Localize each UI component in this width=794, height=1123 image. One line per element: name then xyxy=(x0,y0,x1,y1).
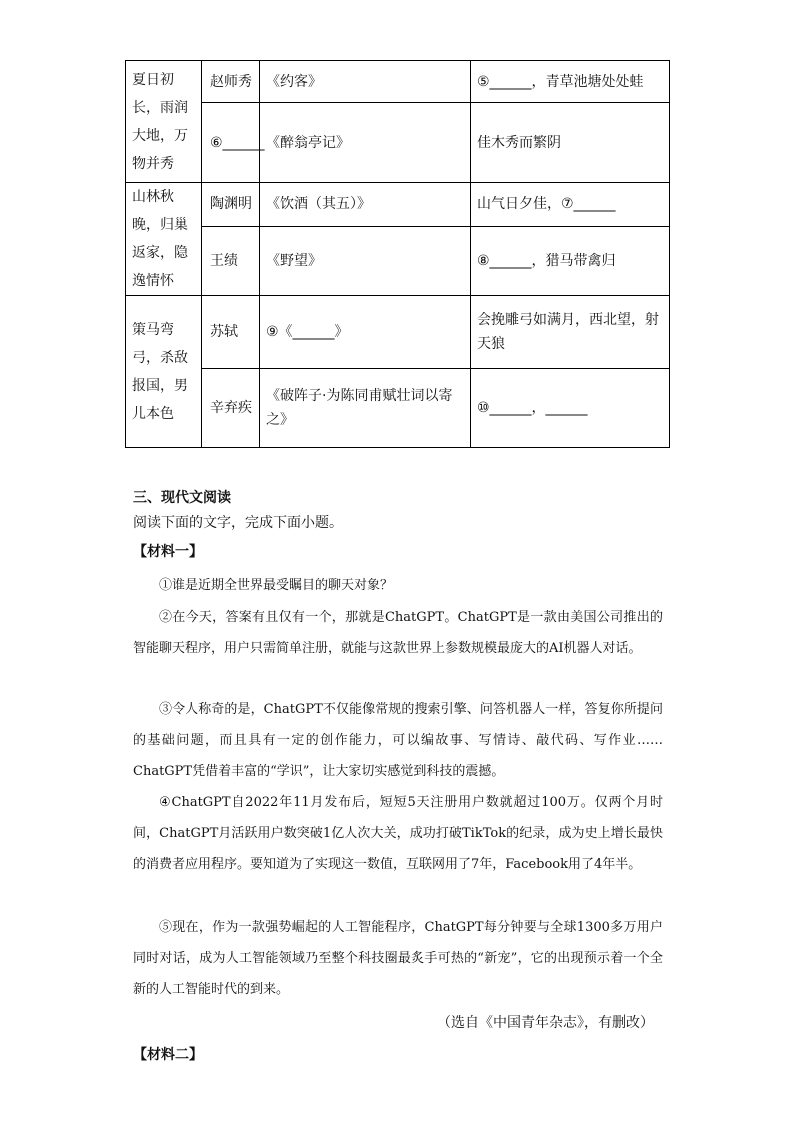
line-cell: ⑩______，______ xyxy=(471,369,670,448)
line-cell: 会挽雕弓如满月，西北望，射天狼 xyxy=(471,296,670,369)
table-row xyxy=(126,369,670,448)
section-title: 三、现代文阅读 xyxy=(133,490,231,506)
author-cell: 赵师秀 xyxy=(202,61,260,103)
material2-label: 【材料二】 xyxy=(133,1047,203,1063)
table-row xyxy=(126,226,670,295)
author-cell: 王绩 xyxy=(202,226,260,295)
theme-cell: 夏日初长，雨润大地，万物并秀 xyxy=(126,61,202,183)
poem-table xyxy=(125,60,670,448)
line-cell: ⑧______，猎马带禽归 xyxy=(471,226,670,295)
work-cell: 《破阵子·为陈同甫赋壮词以寄之》 xyxy=(260,369,471,448)
work-cell: 《野望》 xyxy=(260,226,471,295)
author-cell: ⑥______ xyxy=(202,103,260,183)
line-cell: ⑤______，青草池塘处处蛙 xyxy=(471,61,670,103)
table-row xyxy=(126,296,670,369)
theme-cell: 策马弯弓，杀敌报国，男儿本色 xyxy=(126,296,202,448)
author-cell: 苏轼 xyxy=(202,296,260,369)
table-row xyxy=(126,61,670,103)
work-cell: 《约客》 xyxy=(260,61,471,103)
section-instruction: 阅读下面的文字，完成下面小题。 xyxy=(133,515,343,531)
paragraph: ④ChatGPT自2022年11月发布后，短短5天注册用户数就超过100万。仅两个月时间，ChatGPT月活跃用户数突破1亿人次大关，成功打破TikTok的纪录，成为史上增长最快的消费者应用程序。要知道为了实现这一数值，互联网用了7年，Facebook用了4年半。 xyxy=(133,795,663,872)
work-cell: 《饮酒（其五）》 xyxy=(260,183,471,227)
material1-label: 【材料一】 xyxy=(133,544,203,560)
paragraph: ②在今天，答案有且仅有一个，那就是ChatGPT。ChatGPT是一款由美国公司推出的智能聊天程序，用户只需简单注册，就能与这款世界上参数规模最庞大的AI机器人对话。 xyxy=(133,610,663,656)
work-cell: 《醉翁亭记》 xyxy=(260,103,471,183)
paragraph: ③令人称奇的是，ChatGPT不仅能像常规的搜索引擎、问答机器人一样，答复你所提问的基础问题，而且具有一定的创作能力，可以编故事、写情诗、敲代码、写作业……ChatGPT凭借着丰富的“学识”，让大家切实感觉到科技的震撼。 xyxy=(133,702,663,779)
theme-cell: 山林秋晚，归巢返家，隐逸情怀 xyxy=(126,183,202,296)
line-cell: 山气日夕佳，⑦______ xyxy=(471,183,670,227)
work-cell: ⑨《______》 xyxy=(260,296,471,369)
paragraph: ⑤现在，作为一款强势崛起的人工智能程序，ChatGPT每分钟要与全球1300多万用户同时对话，成为人工智能领域乃至整个科技圈最炙手可热的“新宠”，它的出现预示着一个全新的人工智能时代的到来。 xyxy=(133,920,663,997)
table-row xyxy=(126,183,670,227)
author-cell: 陶渊明 xyxy=(202,183,260,227)
paragraph: ①谁是近期全世界最受瞩目的聊天对象？ xyxy=(159,578,394,593)
table-row xyxy=(126,103,670,183)
line-cell: 佳木秀而繁阴 xyxy=(471,103,670,183)
source-citation: （选自《中国青年杂志》，有删改） xyxy=(437,1015,654,1031)
author-cell: 辛弃疾 xyxy=(202,369,260,448)
